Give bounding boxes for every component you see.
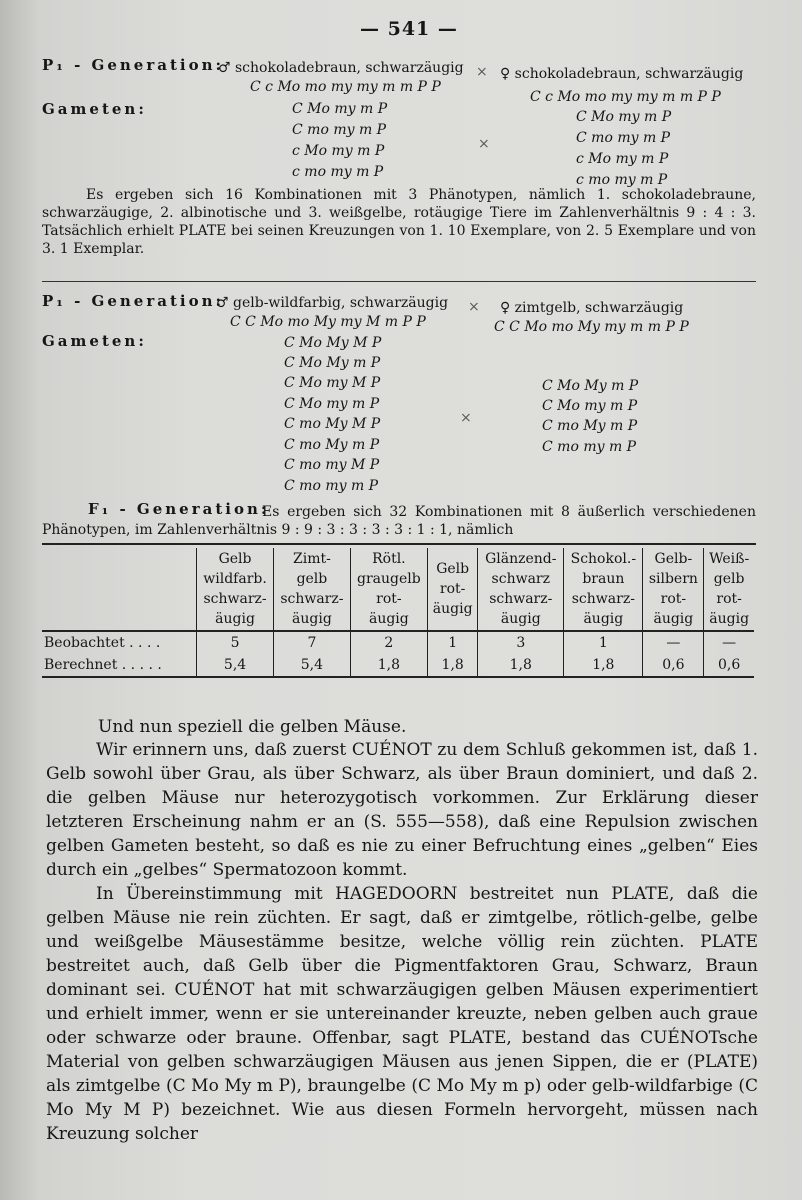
table-header-cell: Glänzend- schwarz schwarz- äugig [478, 548, 564, 631]
table-cell: 5 [197, 631, 274, 654]
table-cell: 5,4 [274, 654, 351, 677]
body-heading-paragraph: Und nun speziell die gelben Mäuse. [98, 717, 407, 737]
cross1-male-formula: C c Mo mo my my m m P P [250, 79, 441, 95]
cross1-female-gamete: c mo my m P [576, 172, 668, 188]
f1-label: F₁ - Generation: [88, 500, 270, 518]
cross2-male: ♂ gelb-wildfarbig, schwarzäugig [216, 295, 449, 311]
cross1-female-gamete: C Mo my m P [576, 109, 672, 125]
table-header-cell: Weiß- gelb rot- äugig [704, 548, 754, 631]
cross1-female: ♀ schokoladebraun, schwarzäugig [500, 66, 744, 82]
section-divider [42, 281, 756, 282]
table-cell: 1 [428, 631, 478, 654]
cross2-p-label: P₁ - Generation: [42, 292, 225, 310]
table-cell: 2 [350, 631, 427, 654]
table-cell: 1,8 [478, 654, 564, 677]
table-header-cell: Rötl. graugelb rot- äugig [350, 548, 427, 631]
cross1-cross-sign: × [476, 64, 488, 80]
table-header-cell: Zimt- gelb schwarz- äugig [274, 548, 351, 631]
cross2-male-gamete: C Mo My M P [284, 335, 382, 351]
table-row-calculated [42, 654, 754, 677]
table-header-cell: Gelb rot- äugig [428, 548, 478, 631]
cross2-male-gamete: C mo My M P [284, 416, 381, 432]
table-header-cell: Gelb wildfarb. schwarz- äugig [197, 548, 274, 631]
cross2-male-gamete: C mo my M P [284, 457, 380, 473]
cross1-male-gamete: c mo my m P [292, 164, 384, 180]
cross2-male-gamete: C Mo My m P [284, 355, 381, 371]
cross2-gameten-label: Gameten: [42, 332, 147, 350]
cross1-summary: Es ergeben sich 16 Kombinationen mit 3 Phänotypen, nämlich 1. schokoladebraune, schwarzäugige, 2. albinotische und 3. weißgelbe, rotäugige Tiere im Zahlenverhältnis 9 : 4 : 3. Tatsächlich erhielt PLATE bei seinen Kreuzungen von 1. 10 Exemplare, von 2. 5 Exemplare und von 3. 1 Exemplar. [42, 187, 756, 257]
table-cell: 1,8 [350, 654, 427, 677]
cross1-male-gamete: C mo my m P [292, 122, 387, 138]
cross2-female-gamete: C mo my m P [542, 439, 637, 455]
table-cell: 0,6 [643, 654, 704, 677]
cross2-male-formula: C C Mo mo My my M m P P [230, 314, 426, 330]
table-header-row [42, 548, 754, 631]
f1-text: Es ergeben sich 32 Kombinationen mit 8 äußerlich verschiedenen Phänotypen, im Zahlenverhältnis 9 : 9 : 3 : 3 : 3 : 3 : 1 : 1, nämlich [42, 504, 756, 538]
cross2-male-gamete: C Mo my m P [284, 396, 380, 412]
table-cell: — [704, 631, 754, 654]
cross2-female-gamete: C Mo my m P [542, 398, 638, 414]
cross2-male-gamete: C mo my m P [284, 478, 379, 494]
cross1-female-gamete: C mo my m P [576, 130, 671, 146]
cross1-male: ♂ schokoladebraun, schwarzäugig [218, 60, 464, 76]
page-number: — 541 — [360, 18, 458, 40]
phenotype-table [42, 548, 754, 678]
cross1-female-formula: C c Mo mo my my m m P P [530, 89, 721, 105]
table-row-observed [42, 631, 754, 654]
cross2-cross-sign: × [468, 299, 480, 315]
cross1-gameten-label: Gameten: [42, 100, 147, 118]
table-corner-cell [42, 548, 197, 631]
table-cell: — [643, 631, 704, 654]
table-cell: 3 [478, 631, 564, 654]
cross2-female: ♀ zimtgelb, schwarzäugig [500, 300, 684, 316]
cross1-p-label: P₁ - Generation: [42, 56, 225, 74]
row-label-calculated: Berechnet . . . . . [42, 654, 197, 677]
table-cell: 1,8 [428, 654, 478, 677]
cross2-female-gamete: C Mo My m P [542, 378, 639, 394]
table-cell: 7 [274, 631, 351, 654]
body-paragraph: Wir erinnern uns, daß zuerst CUÉNOT zu dem Schluß gekommen ist, daß 1. Gelb sowohl über Grau, als über Schwarz, als über Braun dominiert, und daß 2. die gelben Mäuse nur heterozygotisch vorkommen. Zur Erklärung dieser letzteren Erscheinung nahm er an (S. 555—558), daß eine Repulsion zwischen gelben Gameten besteht, so daß es nie zu einer Befruchtung eines „gelben“ Eies durch ein „gelbes“ Spermatozoon kommt. [46, 740, 758, 880]
row-label-observed: Beobachtet . . . . [44, 635, 161, 651]
table-cell: 1,8 [564, 654, 643, 677]
cross1-female-gamete: c Mo my m P [576, 151, 669, 167]
table-header-cell: Schokol.- braun schwarz- äugig [564, 548, 643, 631]
body-paragraph: In Übereinstimmung mit HAGEDOORN bestreitet nun PLATE, daß die gelben Mäuse nie rein züchten. Er sagt, daß er zimtgelbe, rötlich-gelbe, gelbe und weißgelbe Mäusestämme besitze, welche völlig rein züchten. PLATE bestreitet auch, daß Gelb über die Pigmentfaktoren Grau, Schwarz, Braun dominant sei. CUÉNOT hat mit schwarzäugigen gelben Mäusen experimentiert und erhielt immer, wenn er sie untereinander kreuzte, neben gelben auch graue oder schwarze oder braune. Offenbar, sagt PLATE, bestand das CUÉNOTsche Material von gelben schwarzäugigen Mäusen aus jenen Sippen, die er (PLATE) als zimtgelbe (C Mo My m P), braungelbe (C Mo My m p) oder gelb-wildfarbige (C Mo My M P) bezeichnet. Wie aus diesen Formeln hervorgeht, müssen nach Kreuzung solcher [46, 884, 758, 1144]
cross2-gamete-cross: × [460, 410, 472, 426]
cross1-male-gamete: c Mo my m P [292, 143, 385, 159]
table-cell: 1 [564, 631, 643, 654]
table-cell: 0,6 [704, 654, 754, 677]
cross2-male-gamete: C mo My m P [284, 437, 380, 453]
cross1-gamete-cross: × [478, 136, 490, 152]
cross2-male-gamete: C Mo my M P [284, 375, 381, 391]
cross2-female-gamete: C mo My m P [542, 418, 638, 434]
table-header-cell: Gelb- silbern rot- äugig [643, 548, 704, 631]
cross1-male-gamete: C Mo my m P [292, 101, 388, 117]
cross2-female-formula: C C Mo mo My my m m P P [494, 319, 689, 335]
table-cell: 5,4 [197, 654, 274, 677]
table-top-rule [42, 543, 756, 545]
